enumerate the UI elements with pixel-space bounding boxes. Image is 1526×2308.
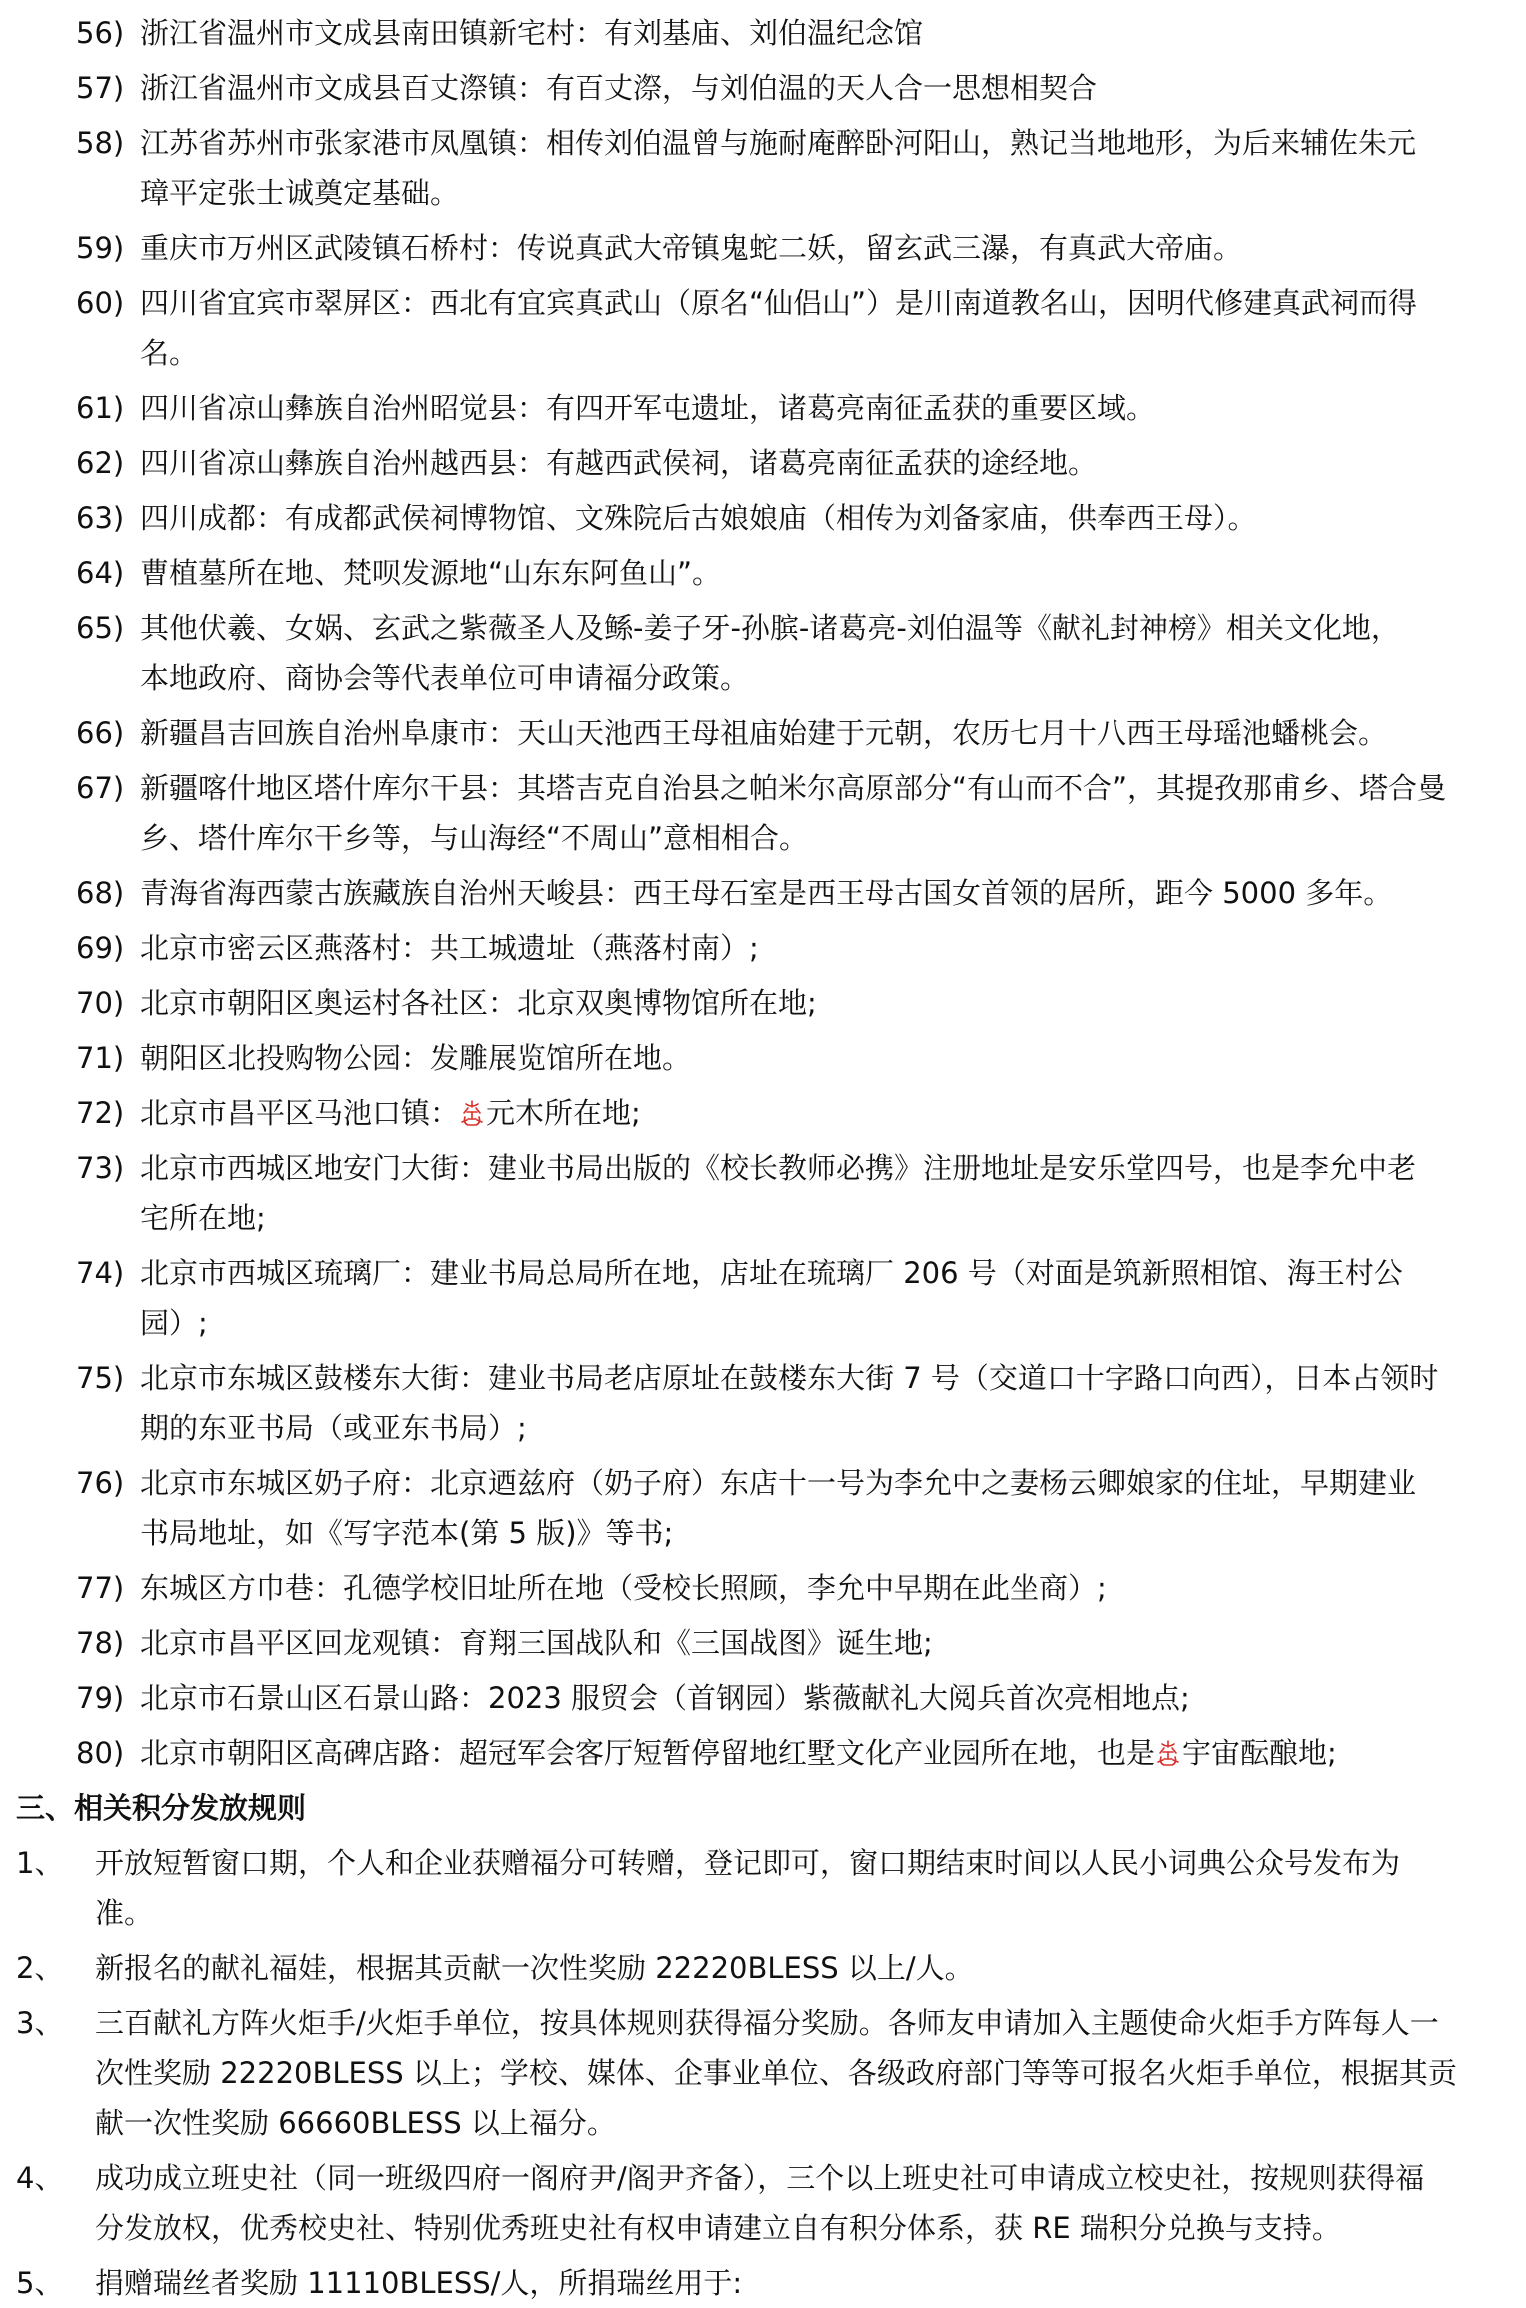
item-text-pre: 北京市昌平区马池口镇： xyxy=(140,1096,460,1130)
rule-text-line: 开放短暂窗口期，个人和企业获赠福分可转赠，登记即可，窗口期结束时间以人民小词典公众号发布为 xyxy=(95,1846,1401,1880)
item-number: 64) xyxy=(76,556,125,590)
item-text-post: 元木所在地; xyxy=(486,1096,641,1130)
list-item xyxy=(0,1618,1526,1668)
item-text-line: 园）; xyxy=(140,1306,208,1340)
item-number: 76) xyxy=(76,1466,125,1500)
list-item xyxy=(0,1353,1526,1453)
list-item xyxy=(0,63,1526,113)
item-number: 68) xyxy=(76,876,125,910)
list-item xyxy=(0,1143,1526,1243)
item-number: 69) xyxy=(76,931,125,965)
rule-text-line: 准。 xyxy=(95,1896,154,1930)
list-item xyxy=(0,1458,1526,1558)
item-number: 79) xyxy=(76,1681,125,1715)
rule-item xyxy=(0,1998,1526,2148)
item-number: 75) xyxy=(76,1361,125,1395)
item-text-pre: 北京市朝阳区高碑店路：超冠军会客厅短暂停留地红墅文化产业园所在地，也是 xyxy=(140,1736,1156,1770)
item-text-post: 宇宙酝酿地; xyxy=(1182,1736,1337,1770)
item-number: 77) xyxy=(76,1571,125,1605)
item-text-line: 本地政府、商协会等代表单位可申请福分政策。 xyxy=(140,661,750,695)
item-text-line: 东城区方巾巷：孔德学校旧址所在地（受校长照顾，李允中早期在此坐商）; xyxy=(140,1571,1107,1605)
list-item xyxy=(0,868,1526,918)
item-text-line: 新疆昌吉回族自治州阜康市：天山天池西王母祖庙始建于元朝，农历七月十八西王母瑶池蟠桃会。 xyxy=(140,716,1388,750)
list-item xyxy=(0,438,1526,488)
list-item xyxy=(0,548,1526,598)
item-number: 65) xyxy=(76,611,125,645)
item-number: 80) xyxy=(76,1736,125,1770)
list-item xyxy=(0,1088,1526,1138)
item-number: 74) xyxy=(76,1256,125,1290)
list-item xyxy=(0,118,1526,218)
item-text-line: 曹植墓所在地、梵呗发源地“山东东阿鱼山”。 xyxy=(140,556,722,590)
item-number: 60) xyxy=(76,286,125,320)
item-text-line: 青海省海西蒙古族藏族自治州天峻县：西王母石室是西王母古国女首领的居所，距今 5000 多年。 xyxy=(140,876,1393,910)
item-number: 63) xyxy=(76,501,125,535)
item-text-line xyxy=(140,1728,1337,1778)
item-text-line: 北京市东城区奶子府：北京迺兹府（奶子府）东店十一号为李允中之妻杨云卿娘家的住址，早期建业 xyxy=(140,1466,1417,1500)
item-text-line: 北京市石景山区石景山路：2023 服贸会（首钢园）紫薇献礼大阅兵首次亮相地点; xyxy=(140,1681,1190,1715)
item-text-line: 浙江省温州市文成县南田镇新宅村：有刘基庙、刘伯温纪念馆 xyxy=(140,16,924,50)
list-item xyxy=(0,8,1526,58)
item-text-line: 北京市西城区地安门大街：建业书局出版的《校长教师必携》注册地址是安乐堂四号，也是李允中老 xyxy=(140,1151,1417,1185)
rule-number: 2、 xyxy=(16,1951,64,1985)
rule-item xyxy=(0,2258,1526,2308)
list-item xyxy=(0,1563,1526,1613)
item-text-line: 北京市昌平区回龙观镇：育翔三国战队和《三国战图》诞生地; xyxy=(140,1626,933,1660)
list-item xyxy=(0,493,1526,543)
item-number: 73) xyxy=(76,1151,125,1185)
rule-text-line: 三百献礼方阵火炬手/火炬手单位，按具体规则获得福分奖励。各师友申请加入主题使命火炬手方阵每人一 xyxy=(95,2006,1439,2040)
item-text-line: 名。 xyxy=(140,336,199,370)
item-number: 58) xyxy=(76,126,125,160)
item-number: 78) xyxy=(76,1626,125,1660)
red-seal-icon xyxy=(1155,1739,1181,1767)
item-text-line: 四川省凉山彝族自治州越西县：有越西武侯祠，诸葛亮南征孟获的途经地。 xyxy=(140,446,1098,480)
item-text-line: 朝阳区北投购物公园：发雕展览馆所在地。 xyxy=(140,1041,692,1075)
item-number: 67) xyxy=(76,771,125,805)
rule-number: 3、 xyxy=(16,2006,64,2040)
item-text-line: 期的东亚书局（或亚东书局）; xyxy=(140,1411,527,1445)
item-text-line: 江苏省苏州市张家港市凤凰镇：相传刘伯温曾与施耐庵醉卧河阳山，熟记当地地形，为后来辅佐朱元 xyxy=(140,126,1417,160)
item-number: 61) xyxy=(76,391,125,425)
item-text-line: 新疆喀什地区塔什库尔干县：其塔吉克自治县之帕米尔高原部分“有山而不合”，其提孜那甫乡、塔合曼 xyxy=(140,771,1447,805)
item-text-line: 北京市东城区鼓楼东大街：建业书局老店原址在鼓楼东大街 7 号（交道口十字路口向西），日本占领时 xyxy=(140,1361,1439,1395)
item-number: 72) xyxy=(76,1096,125,1130)
list-item xyxy=(0,1673,1526,1723)
list-item xyxy=(0,383,1526,433)
rule-item xyxy=(0,1838,1526,1938)
item-number: 62) xyxy=(76,446,125,480)
item-text-line: 四川成都：有成都武侯祠博物馆、文殊院后古娘娘庙（相传为刘备家庙，供奉西王母）。 xyxy=(140,501,1257,535)
rule-text-line: 成功成立班史社（同一班级四府一阁府尹/阁尹齐备），三个以上班史社可申请成立校史社，按规则获得福 xyxy=(95,2161,1425,2195)
rule-text-line: 分发放权，优秀校史社、特别优秀班史社有权申请建立自有积分体系，获 RE 瑞积分兑换与支持。 xyxy=(95,2211,1341,2245)
list-item xyxy=(0,1728,1526,1778)
rule-text-line: 次性奖励 22220BLESS 以上；学校、媒体、企事业单位、各级政府部门等等可报名火炬手单位，根据其贡 xyxy=(95,2056,1457,2090)
rule-number: 4、 xyxy=(16,2161,64,2195)
rule-item xyxy=(0,2153,1526,2253)
list-item xyxy=(0,978,1526,1028)
item-text-line: 四川省宜宾市翠屏区：西北有宜宾真武山（原名“仙侣山”）是川南道教名山，因明代修建真武祠而得 xyxy=(140,286,1418,320)
list-item xyxy=(0,763,1526,863)
item-text-line: 北京市密云区燕落村：共工城遗址（燕落村南）; xyxy=(140,931,759,965)
rule-text-line: 献一次性奖励 66660BLESS 以上福分。 xyxy=(95,2106,616,2140)
item-number: 70) xyxy=(76,986,125,1020)
section-heading: 三、相关积分发放规则 xyxy=(16,1791,307,1825)
item-text-line: 北京市朝阳区奥运村各社区：北京双奥博物馆所在地; xyxy=(140,986,817,1020)
item-number: 71) xyxy=(76,1041,125,1075)
item-text-line: 乡、塔什库尔干乡等，与山海经“不周山”意相相合。 xyxy=(140,821,809,855)
red-seal-icon xyxy=(459,1099,485,1127)
list-item xyxy=(0,603,1526,703)
list-item xyxy=(0,278,1526,378)
list-item xyxy=(0,1248,1526,1348)
item-number: 66) xyxy=(76,716,125,750)
item-text-line xyxy=(140,1088,641,1138)
item-text-line: 书局地址，如《写字范本(第 5 版)》等书; xyxy=(140,1516,674,1550)
item-text-line: 璋平定张士诚奠定基础。 xyxy=(140,176,460,210)
list-item xyxy=(0,923,1526,973)
item-text-line: 四川省凉山彝族自治州昭觉县：有四开军屯遗址，诸葛亮南征孟获的重要区域。 xyxy=(140,391,1156,425)
list-item xyxy=(0,1033,1526,1083)
list-item xyxy=(0,223,1526,273)
item-text-line: 其他伏羲、女娲、玄武之紫薇圣人及鲧-姜子牙-孙膑-诸葛亮-刘伯温等《献礼封神榜》相关文化地， xyxy=(140,611,1400,645)
list-item xyxy=(0,708,1526,758)
item-number: 57) xyxy=(76,71,125,105)
item-text-line: 北京市西城区琉璃厂：建业书局总局所在地，店址在琉璃厂 206 号（对面是筑新照相馆、海王村公 xyxy=(140,1256,1403,1290)
item-number: 56) xyxy=(76,16,125,50)
rule-text-line: 新报名的献礼福娃，根据其贡献一次性奖励 22220BLESS 以上/人。 xyxy=(95,1951,974,1985)
rule-text-line: 捐赠瑞丝者奖励 11110BLESS/人，所捐瑞丝用于: xyxy=(95,2266,743,2300)
item-text-line: 浙江省温州市文成县百丈漈镇：有百丈漈，与刘伯温的天人合一思想相契合 xyxy=(140,71,1098,105)
rule-number: 5、 xyxy=(16,2266,64,2300)
rule-number: 1、 xyxy=(16,1846,64,1880)
item-text-line: 重庆市万州区武陵镇石桥村：传说真武大帝镇鬼蛇二妖，留玄武三瀑，有真武大帝庙。 xyxy=(140,231,1243,265)
item-number: 59) xyxy=(76,231,125,265)
rule-item xyxy=(0,1943,1526,1993)
item-text-line: 宅所在地; xyxy=(140,1201,266,1235)
